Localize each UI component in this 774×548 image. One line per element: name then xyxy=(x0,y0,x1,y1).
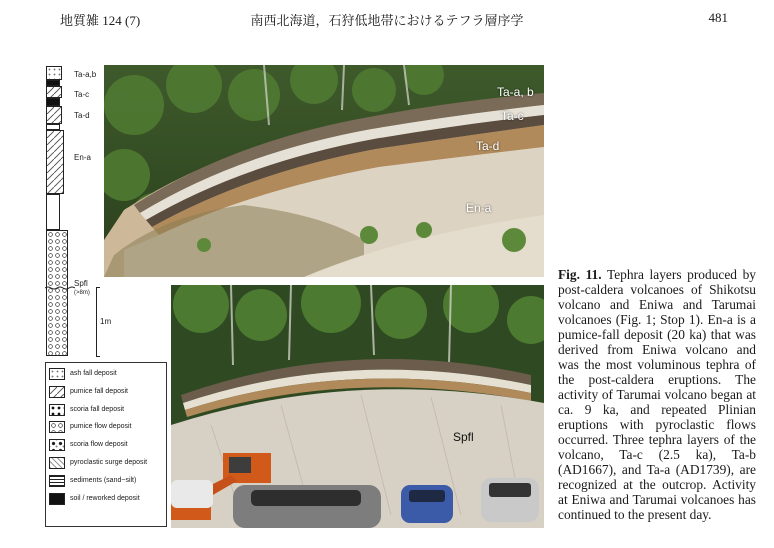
figure-caption xyxy=(558,267,756,522)
sediments-swatch xyxy=(49,475,65,487)
column-label-spfl: Spfl xyxy=(74,279,88,288)
page-number: 481 xyxy=(708,10,728,25)
legend-item xyxy=(49,403,166,421)
running-title: 南西北海道，石狩低地帯におけるテフラ層序学 xyxy=(250,13,524,28)
journal-name: 地質雑 124 (7) xyxy=(60,13,141,28)
scale-bar xyxy=(92,287,112,357)
legend-label: pumice fall deposit xyxy=(70,387,128,395)
column-label-spfl-note: (>8m) xyxy=(74,290,90,296)
legend-label: scoria flow deposit xyxy=(70,441,128,449)
column-label-ta-d: Ta-d xyxy=(74,111,90,120)
scoria-fall-swatch xyxy=(49,404,65,416)
scoria-flow-swatch xyxy=(49,439,65,451)
outcrop-photo-top-image xyxy=(104,65,544,277)
legend-label: scoria fall deposit xyxy=(70,405,125,413)
legend-label: soil / reworked deposit xyxy=(70,494,140,502)
photo-label-ta-c: Ta-c xyxy=(501,109,524,123)
photo-label-ta-ab: Ta-a, b xyxy=(497,85,534,99)
legend-item xyxy=(49,456,166,474)
legend-label: pumice flow deposit xyxy=(70,423,132,431)
legend-item xyxy=(49,385,166,403)
legend-item xyxy=(49,438,166,456)
pyroclastic-surge-swatch xyxy=(49,457,65,469)
outcrop-photo-bottom xyxy=(171,285,544,528)
pumice-flow-swatch xyxy=(49,421,65,433)
column-label-ta-c: Ta-c xyxy=(74,90,90,99)
column-label-ta-ab: Ta-a,b xyxy=(74,70,97,79)
layer-soil-2 xyxy=(46,98,60,106)
layer-ta-ab-ash xyxy=(46,66,62,80)
layer-en-a xyxy=(46,130,64,194)
figure-label: Fig. 11. xyxy=(558,267,602,282)
pumice-fall-swatch xyxy=(49,386,65,398)
caption-text: Tephra layers produced by post-caldera volcanoes of Shikotsu volcano and Eniwa and Tarumai volcanoes (Fig. 1; Stop 1). En-a is a pumice-fall deposit (20 ka) that was derived from Eniwa volcano and was the most voluminous tephra of the post-caldera eruptions. The activity of Tarumai volcano began at ca. 9 ka, and repeated Plinian eruptions with pyroclastic flows occurred. Three tephra layers of the volcano, Ta-c (2.5 ka), Ta-b (AD1667), and Ta-a (AD1739), are recognized at the outcrop. Activity at Eniwa and Tarumai volcanoes has continued to the present day. xyxy=(558,267,756,522)
legend-item xyxy=(49,367,166,385)
legend-label: ash fall deposit xyxy=(70,370,117,377)
scale-label: 1m xyxy=(100,317,112,326)
column-label-en-a: En-a xyxy=(74,153,91,162)
photo-label-en-a: En-a xyxy=(466,201,492,215)
legend xyxy=(45,362,167,527)
legend-item xyxy=(49,474,166,492)
layer-gap-2 xyxy=(46,194,60,230)
legend-label: sediments (sand~silt) xyxy=(70,476,137,484)
photo-label-ta-d: Ta-d xyxy=(476,139,500,153)
running-header xyxy=(0,10,774,30)
outcrop-photo-bottom-image xyxy=(171,285,544,528)
ash-fall-swatch xyxy=(49,368,65,380)
layer-ta-d xyxy=(46,106,62,124)
legend-label: pyroclastic surge deposit xyxy=(70,458,148,466)
legend-item xyxy=(49,420,166,438)
layer-ta-c xyxy=(46,86,62,98)
outcrop-photo-top xyxy=(104,65,544,277)
layer-spfl xyxy=(46,230,68,356)
unconformity-line xyxy=(45,286,75,290)
legend-item xyxy=(49,492,166,510)
photo-label-spfl: Spfl xyxy=(453,430,474,444)
soil-swatch xyxy=(49,493,65,505)
